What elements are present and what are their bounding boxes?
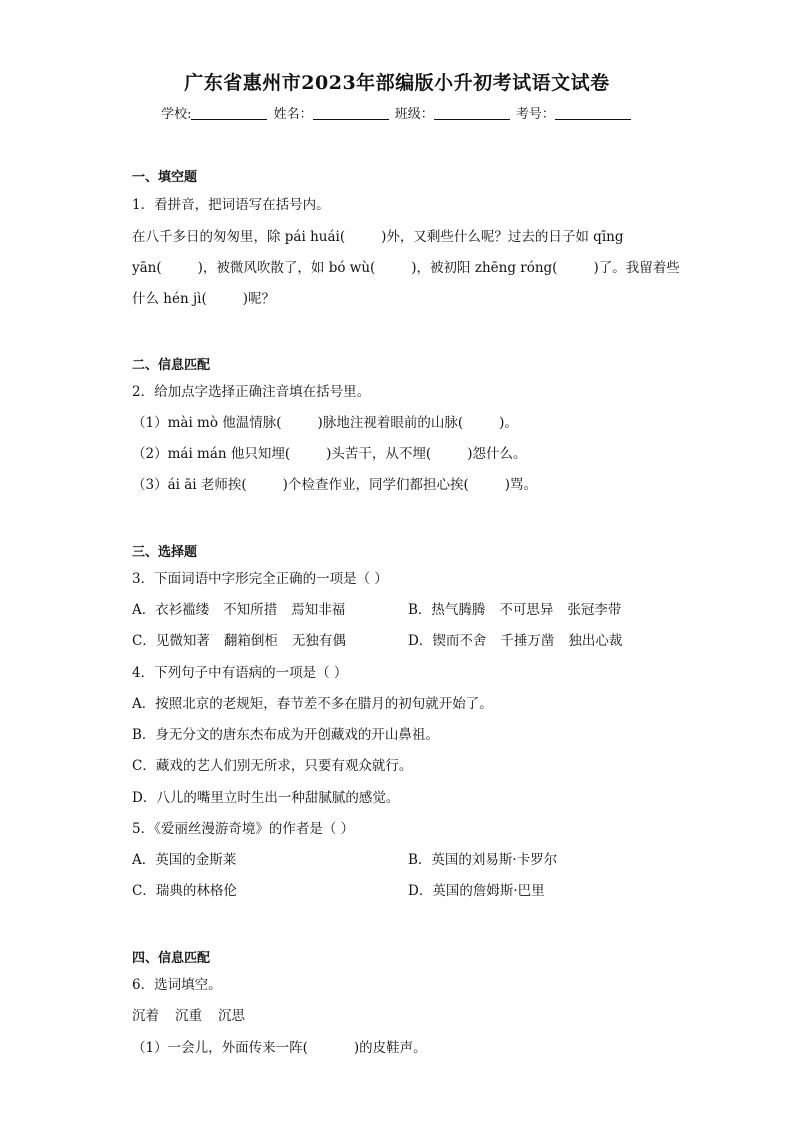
q3-a-word-2: 不知所措 bbox=[223, 602, 278, 618]
school-blank[interactable] bbox=[191, 105, 267, 120]
q2-text-3c: )骂。 bbox=[504, 477, 537, 493]
q3-stem: 3．下面词语中字形完全正确的一项是（ ） bbox=[132, 571, 388, 587]
q3-d-word-3: 独出心裁 bbox=[568, 633, 623, 649]
q1-text-2c: )，被初阳 zhēng róng( bbox=[411, 260, 558, 276]
exam-number-blank[interactable] bbox=[555, 105, 631, 120]
q2-item-1 bbox=[132, 411, 518, 431]
q2-text-2a: （2）mái mán 他只知埋( bbox=[132, 446, 291, 462]
school-label: 学校: bbox=[161, 107, 192, 122]
q1-text-2d: )了。我留着些 bbox=[593, 260, 680, 276]
q3-b-word-3: 张冠李带 bbox=[567, 602, 622, 618]
q1-text-3a: 什么 hén jì( bbox=[132, 291, 207, 307]
q5-option-a[interactable]: A．英国的金斯莱 bbox=[132, 852, 237, 868]
q3-c-word-3: 无独有偶 bbox=[291, 633, 346, 649]
q1-text-1b: )外，又剩些什么呢？过去的日子如 qīng bbox=[381, 229, 624, 245]
q6-word-2: 沉重 bbox=[175, 1008, 202, 1024]
q1-stem: 1．看拼音，把词语写在括号内。 bbox=[132, 197, 330, 213]
exam-number-label: 考号： bbox=[515, 107, 555, 122]
q2-text-3a: （3）ái āi 老师挨( bbox=[132, 477, 247, 493]
q3-c-word-2: 翻箱倒柜 bbox=[223, 633, 278, 649]
q2-text-2c: )怨什么。 bbox=[467, 446, 527, 462]
q1-line-2 bbox=[132, 256, 680, 276]
q6-text-1a: （1）一会儿，外面传来一阵( bbox=[132, 1040, 308, 1056]
q1-line-3 bbox=[132, 287, 275, 307]
class-blank[interactable] bbox=[434, 105, 510, 120]
q3-b-word-2: 不可思异 bbox=[499, 602, 554, 618]
q3-option-b[interactable] bbox=[408, 598, 635, 618]
section-heading-4: 四、信息匹配 bbox=[132, 951, 211, 966]
q4-option-d[interactable]: D．八儿的嘴里立时生出一种甜腻腻的感觉。 bbox=[132, 790, 400, 806]
q3-a-word-1: A．衣衫褴缕 bbox=[132, 602, 210, 618]
q1-text-1a: 在八千多日的匆匆里，除 pái huái( bbox=[132, 229, 346, 245]
student-info-row bbox=[0, 103, 794, 122]
section-heading-3: 三、选择题 bbox=[132, 545, 198, 560]
q2-text-3b: )个检查作业，同学们都担心挨( bbox=[282, 477, 469, 493]
q3-option-a[interactable] bbox=[132, 598, 359, 618]
q3-b-word-1: B．热气腾腾 bbox=[408, 602, 486, 618]
q3-option-d[interactable] bbox=[408, 629, 636, 649]
q6-stem: 6．选词填空。 bbox=[132, 977, 222, 993]
q3-d-word-2: 千捶万凿 bbox=[500, 633, 555, 649]
q1-text-2b: )，被微风吹散了，如 bó wù( bbox=[197, 260, 376, 276]
q6-item-1 bbox=[132, 1036, 427, 1056]
q2-stem: 2．给加点字选择正确注音填在括号里。 bbox=[132, 384, 371, 400]
name-blank[interactable] bbox=[313, 105, 389, 120]
q1-text-3b: )呢？ bbox=[242, 291, 276, 307]
q5-stem: 5．《爱丽丝漫游奇境》的作者是（ ） bbox=[132, 821, 355, 837]
q5-option-b[interactable]: B．英国的刘易斯·卡罗尔 bbox=[408, 852, 558, 868]
page-title: 广东省惠州市2023年部编版小升初考试语文试卷 bbox=[184, 72, 610, 94]
q6-word-3: 沉思 bbox=[218, 1008, 245, 1024]
q1-text-2a: yān( bbox=[132, 260, 162, 276]
q4-option-b[interactable]: B．身无分文的唐东杰布成为开创藏戏的开山鼻祖。 bbox=[132, 727, 439, 743]
q2-item-3 bbox=[132, 473, 537, 493]
q2-text-2b: )头苦干，从不埋( bbox=[326, 446, 432, 462]
q6-word-1: 沉着 bbox=[132, 1008, 159, 1024]
q3-option-c[interactable] bbox=[132, 629, 360, 649]
section-heading-1: 一、填空题 bbox=[132, 170, 198, 185]
q4-option-c[interactable]: C．藏戏的艺人们别无所求，只要有观众就行。 bbox=[132, 758, 413, 774]
q6-text-1b: )的皮鞋声。 bbox=[353, 1040, 427, 1056]
section-heading-2: 二、信息匹配 bbox=[132, 358, 211, 373]
q4-stem: 4．下列句子中有语病的一项是（ ） bbox=[132, 665, 348, 681]
q2-text-1a: （1）mài mò 他温情脉( bbox=[132, 415, 282, 431]
q5-option-c[interactable]: C．瑞典的林格伦 bbox=[132, 883, 237, 899]
q3-d-word-1: D．锲而不舍 bbox=[408, 633, 487, 649]
q2-item-2 bbox=[132, 442, 526, 462]
q1-line-1 bbox=[132, 225, 623, 245]
q2-text-1c: )。 bbox=[499, 415, 518, 431]
q2-text-1b: )脉地注视着眼前的山脉( bbox=[317, 415, 464, 431]
q3-a-word-3: 焉知非福 bbox=[291, 602, 346, 618]
class-label: 班级： bbox=[394, 107, 434, 122]
q3-c-word-1: C．见微知著 bbox=[132, 633, 210, 649]
q6-word-bank bbox=[132, 1004, 245, 1024]
q4-option-a[interactable]: A．按照北京的老规矩，春节差不多在腊月的初旬就开始了。 bbox=[132, 696, 493, 712]
q5-option-d[interactable]: D．英国的詹姆斯·巴里 bbox=[408, 883, 545, 899]
name-label: 姓名： bbox=[273, 107, 313, 122]
